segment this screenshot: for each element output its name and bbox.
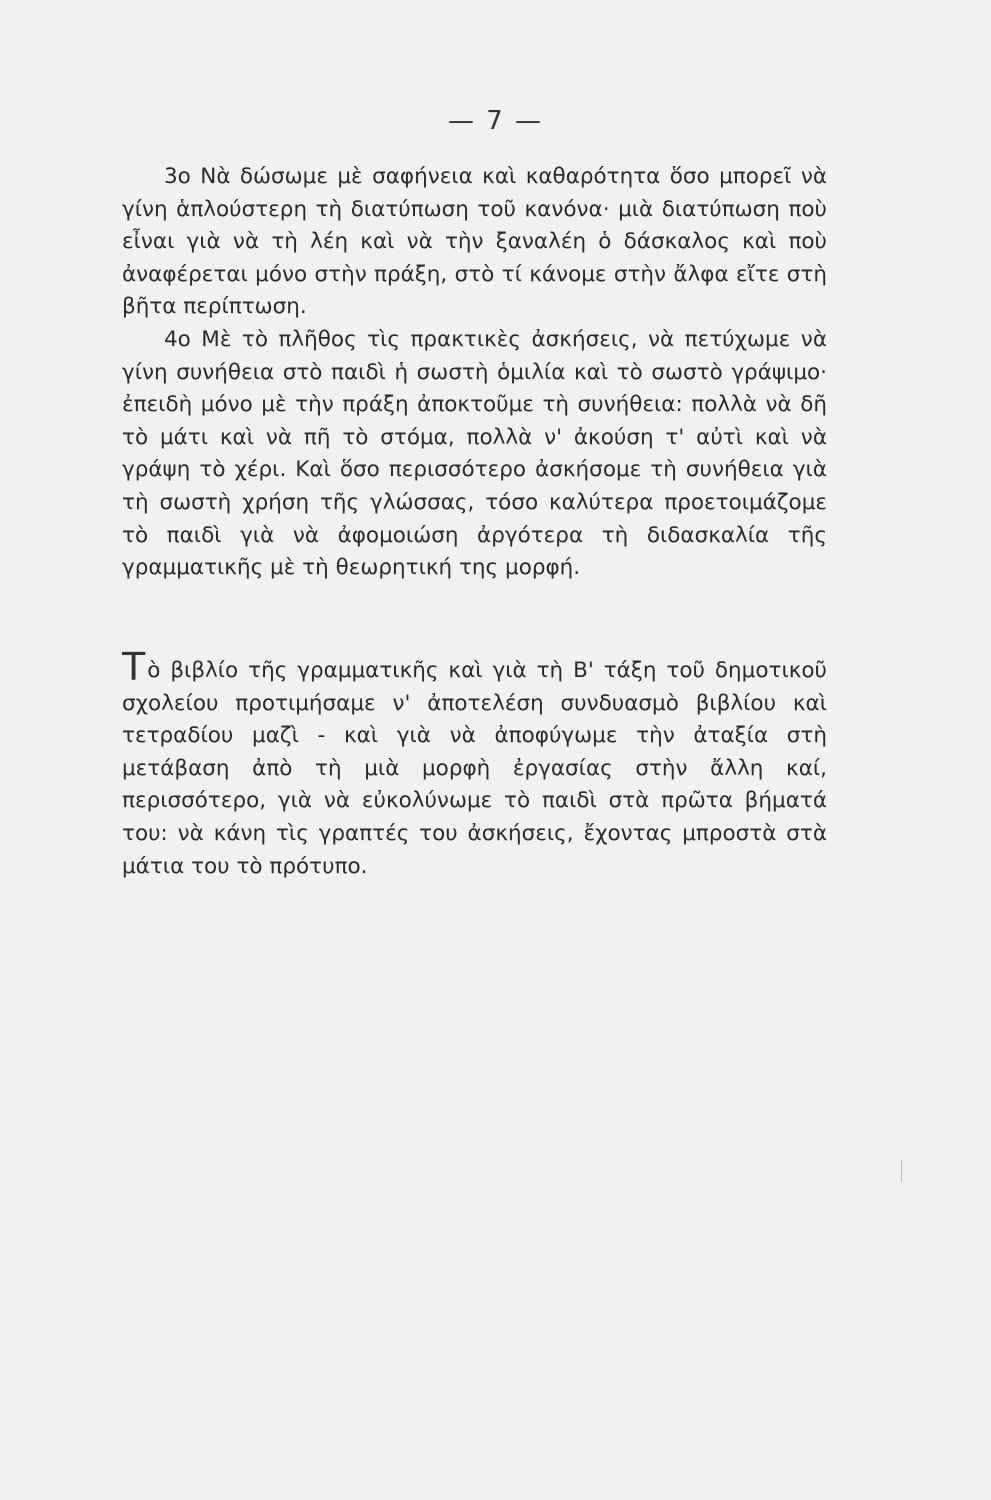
page-number: — 7 — [447,106,544,136]
paragraph-point-3: 3ο Νὰ δώσωμε μὲ σαφήνεια καὶ καθαρότητα ὅσο μπορεῖ νὰ γίνη ἁπλούστερη τὴ διατύπωση τοῦ κανόνα· μιὰ διατύπωση ποὺ εἶναι γιὰ νὰ τὴ λέη καὶ νὰ τὴν ξαναλέη ὁ δάσκαλος καὶ ποὺ ἀναφέρεται μόνο στὴν πράξη, στὸ τί κάνομε στὴν ἄλφα εἴτε στὴ βῆτα περίπτωση. [122,164,827,320]
paragraph-book-format [122,645,827,883]
paper-mark [901,1160,902,1182]
section-book-format [122,645,827,883]
paragraph-book-format-text: ὸ βιβλίο τῆς γραμματικῆς καὶ γιὰ τὴ B' τάξη τοῦ δημοτικοῦ σχολείου προτιμήσαμε ν' ἀποτελέση συνδυασμὸ βιβλίου καὶ τετραδίου μαζὶ - καὶ γιὰ νὰ ἀποφύγωμε τὴν ἀταξία στὴ μετάβαση ἀπὸ τὴ μιὰ μορφὴ ἐργασίας στὴν ἄλλη καί, περισσότερο, γιὰ νὰ εὐκολύνωμε τὸ παιδὶ στὰ πρῶτα βήματά του: νὰ κάνη τὶς γραπτές του ἀσκήσεις, ἔχοντας μπροστὰ στὰ μάτια του τὸ πρότυπο. [122,658,827,879]
drop-initial-letter: Τ [122,645,146,689]
paragraph-point-4: 4ο Μὲ τὸ πλῆθος τὶς πρακτικὲς ἀσκήσεις, νὰ πετύχωμε νὰ γίνη συνήθεια στὸ παιδὶ ἡ σωστὴ ὁμιλία καὶ τὸ σωστὸ γράψιμο· ἐπειδὴ μόνο μὲ τὴν πράξη ἀποκτοῦμε τὴ συνήθεια: πολλὰ νὰ δῆ τὸ μάτι καὶ νὰ πῆ τὸ στόμα, πολλὰ ν' ἀκούση τ' αὐτὶ καὶ νὰ γράψη τὸ χέρι. Καὶ ὅσο περισσότερο ἀσκήσομε τὴ συνήθεια γιὰ τὴ σωστὴ χρήση τῆς γλώσσας, τόσο καλύτερα προετοιμάζομε τὸ παιδὶ γιὰ νὰ ἀφομοιώση ἀργότερα τὴ διδασκαλία τῆς γραμματικῆς μὲ τὴ θεωρητική της μορφή. [122,326,827,581]
section-principles [122,161,827,585]
